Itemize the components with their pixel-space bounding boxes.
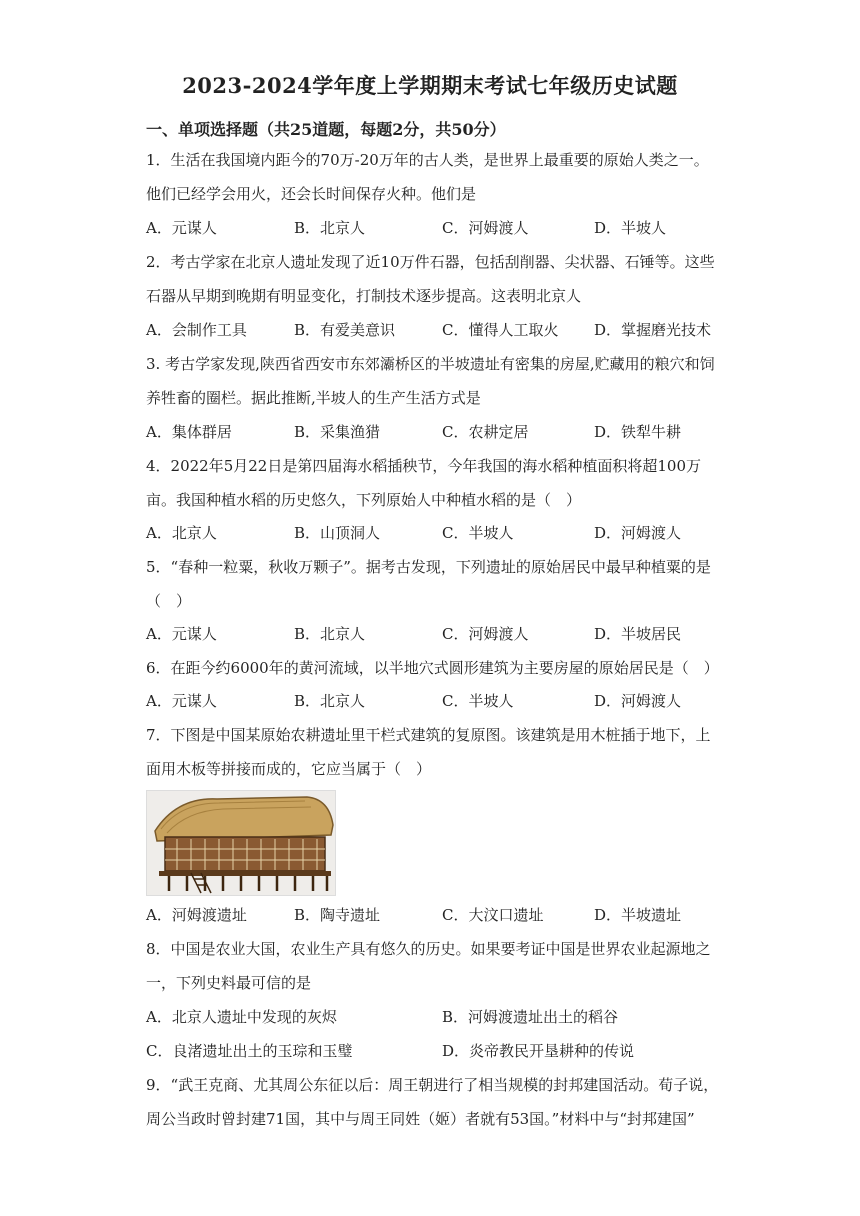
- options-3: [146, 420, 726, 444]
- option-d: D．半坡遗址: [594, 906, 682, 924]
- question-line: 2．考古学家在北京人遗址发现了近10万件石器，包括刮削器、尖状器、石锤等。这些: [146, 253, 715, 271]
- question-5: [146, 550, 716, 618]
- option-d: D．铁犁牛耕: [594, 423, 682, 441]
- options-1: [146, 216, 726, 240]
- option-a: A．元谋人: [146, 625, 217, 643]
- option-b: B．陶寺遗址: [294, 906, 381, 924]
- question-line: 5．“春种一粒粟，秋收万颗子”。据考古发现，下列遗址的原始居民中最早种植粟的是: [146, 558, 711, 576]
- question-line: （ ）: [146, 592, 192, 610]
- option-a: A．会制作工具: [146, 321, 247, 339]
- option-b: B．山顶洞人: [294, 524, 381, 542]
- options-4: [146, 521, 726, 545]
- question-9: [146, 1068, 719, 1136]
- option-d: D．炎帝教民开垦耕种的传说: [442, 1042, 635, 1060]
- option-b: B．河姆渡遗址出土的稻谷: [442, 1008, 619, 1026]
- question-line: 3. 考古学家发现,陕西省西安市东郊灞桥区的半坡遗址有密集的房屋,贮藏用的粮穴和饲: [146, 355, 715, 373]
- options-8-row-1: [146, 1005, 726, 1029]
- question-line: 8．中国是农业大国，农业生产具有悠久的历史。如果要考证中国是世界农业起源地之: [146, 940, 711, 958]
- option-d: D．河姆渡人: [594, 692, 682, 710]
- question-6: [146, 651, 719, 685]
- option-c: C．河姆渡人: [442, 219, 529, 237]
- option-a: A．河姆渡遗址: [146, 906, 247, 924]
- option-d: D．河姆渡人: [594, 524, 682, 542]
- question-2: [146, 245, 716, 313]
- option-b: B．北京人: [294, 219, 366, 237]
- option-b: B．北京人: [294, 625, 366, 643]
- question-line: 周公当政时曾封建71国，其中与周王同姓（姬）者就有53国。”材料中与“封邦建国”: [146, 1110, 695, 1128]
- question-1: [146, 143, 716, 211]
- page-title: 2023-2024学年度上学期期末考试七年级历史试题: [182, 73, 678, 98]
- option-a: A．集体群居: [146, 423, 232, 441]
- options-5: [146, 622, 726, 646]
- options-2: [146, 318, 726, 342]
- option-a: A．元谋人: [146, 692, 217, 710]
- question-line: 6．在距今约6000年的黄河流域，以半地穴式圆形建筑为主要房屋的原始居民是（ ）: [146, 659, 719, 677]
- option-a: A．北京人遗址中发现的灰烬: [146, 1008, 337, 1026]
- options-8-row-2: [146, 1039, 726, 1063]
- stilt-house-drawing: [147, 791, 335, 895]
- question-3: [146, 347, 716, 415]
- option-c: C．河姆渡人: [442, 625, 529, 643]
- option-c: C．懂得人工取火: [442, 321, 559, 339]
- question-line: 他们已经学会用火，还会长时间保存火种。他们是: [146, 185, 477, 203]
- options-6: [146, 689, 726, 713]
- question-line: 9．“武王克商、尤其周公东征以后：周王朝进行了相当规模的封邦建国活动。荀子说，: [146, 1076, 719, 1094]
- option-d: D．半坡人: [594, 219, 667, 237]
- option-c: C．农耕定居: [442, 423, 529, 441]
- stilt-house-illustration: [146, 790, 336, 896]
- option-c: C．良渚遗址出土的玉琮和玉璧: [146, 1042, 353, 1060]
- option-b: B．有爱美意识: [294, 321, 396, 339]
- question-7: [146, 718, 716, 786]
- question-4: [146, 449, 716, 517]
- question-8: [146, 932, 716, 1000]
- question-line: 1．生活在我国境内距今的70万-20万年的古人类，是世界上最重要的原始人类之一。: [146, 151, 709, 169]
- option-b: B．北京人: [294, 692, 366, 710]
- option-a: A．元谋人: [146, 219, 217, 237]
- option-c: C．大汶口遗址: [442, 906, 544, 924]
- options-7: [146, 903, 726, 927]
- question-line: 4．2022年5月22日是第四届海水稻插秧节，今年我国的海水稻种植面积将超100万: [146, 457, 701, 475]
- question-line: 养牲畜的圈栏。据此推断,半坡人的生产生活方式是: [146, 389, 481, 407]
- option-d: D．半坡居民: [594, 625, 682, 643]
- question-line: 一，下列史料最可信的是: [146, 974, 312, 992]
- option-c: C．半坡人: [442, 524, 514, 542]
- option-b: B．采集渔猎: [294, 423, 381, 441]
- question-line: 面用木板等拼接而成的，它应当属于（ ）: [146, 760, 432, 778]
- option-a: A．北京人: [146, 524, 217, 542]
- question-line: 石器从早期到晚期有明显变化，打制技术逐步提高。这表明北京人: [146, 287, 582, 305]
- option-d: D．掌握磨光技术: [594, 321, 712, 339]
- question-line: 7．下图是中国某原始农耕遗址里干栏式建筑的复原图。该建筑是用木桩插于地下，上: [146, 726, 711, 744]
- section-heading: 一、单项选择题（共25道题，每题2分，共50分）: [146, 120, 506, 139]
- option-c: C．半坡人: [442, 692, 514, 710]
- question-line: 亩。我国种植水稻的历史悠久，下列原始人中种植水稻的是（ ）: [146, 491, 582, 509]
